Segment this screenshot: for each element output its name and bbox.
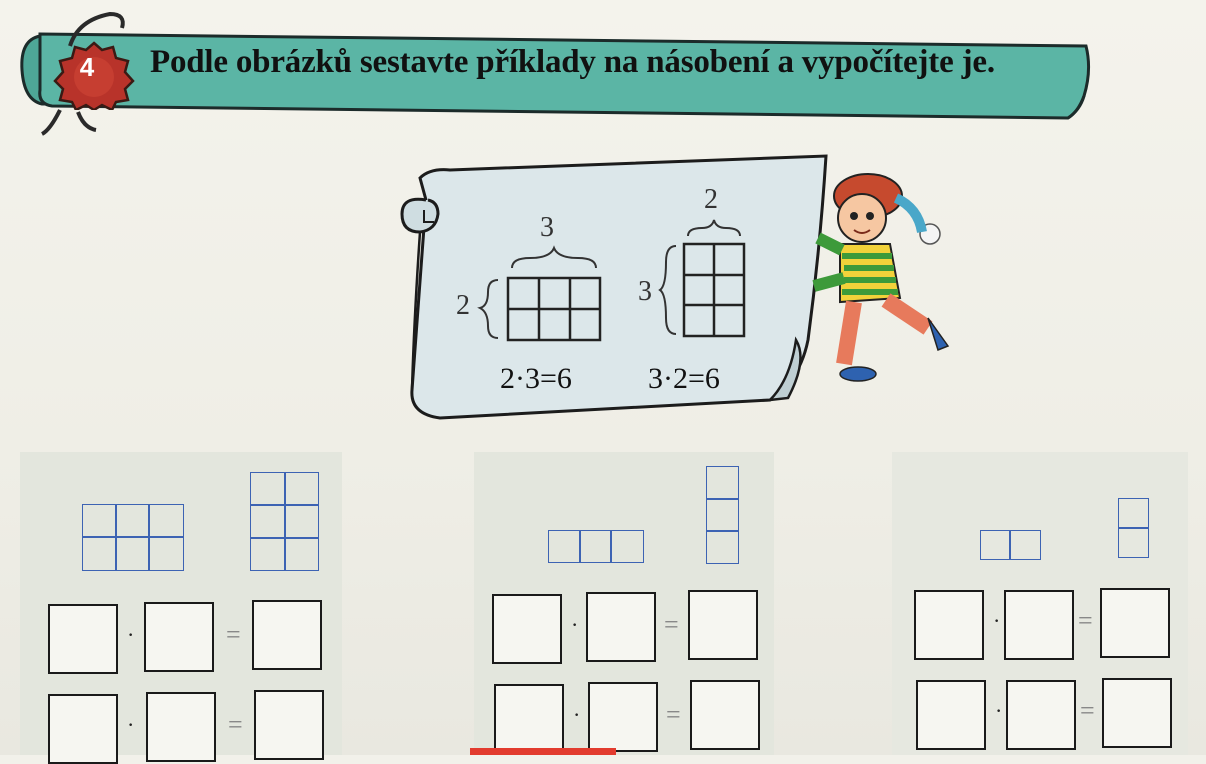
product-input-box[interactable]	[252, 600, 322, 670]
factor-input-box[interactable]	[146, 692, 216, 762]
multiply-dot: ·	[995, 698, 1003, 723]
factor-input-box[interactable]	[1004, 590, 1074, 660]
product-input-box[interactable]	[1100, 588, 1170, 658]
grid-cell	[548, 530, 581, 563]
factor-input-box[interactable]	[916, 680, 986, 750]
multiply-dot: ·	[127, 622, 135, 647]
grid-cell	[250, 472, 286, 506]
example-right-side-label: 3	[638, 276, 652, 307]
grid-cell	[610, 530, 644, 563]
grid-cell	[284, 472, 319, 506]
equals-sign: =	[228, 710, 243, 739]
grid-cell	[1118, 527, 1149, 558]
grid-cell	[706, 530, 739, 564]
product-input-box[interactable]	[254, 690, 324, 760]
grid-cell	[115, 504, 150, 538]
multiply-dot: ·	[993, 608, 1001, 633]
factor-input-box[interactable]	[914, 590, 984, 660]
product-input-box[interactable]	[688, 590, 758, 660]
grid-cell	[579, 530, 612, 563]
grid-cell	[980, 530, 1011, 560]
bottom-red-strip	[470, 748, 616, 755]
equals-sign: =	[1078, 606, 1093, 635]
factor-input-box[interactable]	[48, 604, 118, 674]
grid-cell	[706, 498, 739, 532]
grid-cell	[250, 504, 286, 539]
grid-cell	[148, 536, 184, 571]
factor-input-box[interactable]	[48, 694, 118, 764]
multiply-dot: ·	[571, 612, 579, 637]
product-input-box[interactable]	[1102, 678, 1172, 748]
factor-input-box[interactable]	[1006, 680, 1076, 750]
grid-cell	[284, 537, 319, 571]
grid-cell	[82, 504, 117, 538]
example-right-equation: 3·2=6	[648, 362, 720, 395]
example-left-side-label: 2	[456, 290, 470, 321]
grid-cell	[250, 537, 286, 571]
grid-cell	[115, 536, 150, 571]
equals-sign: =	[666, 700, 681, 729]
factor-input-box[interactable]	[588, 682, 658, 752]
equals-sign: =	[226, 620, 241, 649]
grid-cell	[1118, 498, 1149, 529]
factor-input-box[interactable]	[494, 684, 564, 754]
factor-input-box[interactable]	[586, 592, 656, 662]
equals-sign: =	[664, 610, 679, 639]
child-illustration-icon	[800, 168, 960, 388]
factor-input-box[interactable]	[492, 594, 562, 664]
grid-cell	[148, 504, 184, 538]
equals-sign: =	[1080, 696, 1095, 725]
exercise-number: 4	[79, 52, 95, 82]
example-right-top-label: 2	[704, 184, 718, 215]
example-left-equation: 2·3=6	[500, 362, 572, 395]
grid-cell	[706, 466, 739, 500]
product-input-box[interactable]	[690, 680, 760, 750]
factor-input-box[interactable]	[144, 602, 214, 672]
example-left-top-label: 3	[540, 212, 554, 243]
grid-cell	[1009, 530, 1041, 560]
multiply-dot: ·	[127, 712, 135, 737]
multiply-dot: ·	[573, 702, 581, 727]
grid-cell	[284, 504, 319, 539]
exercise-instruction: Podle obrázků sestavte příklady na násobení a vypočítejte je.	[150, 44, 995, 80]
grid-cell	[82, 536, 117, 571]
